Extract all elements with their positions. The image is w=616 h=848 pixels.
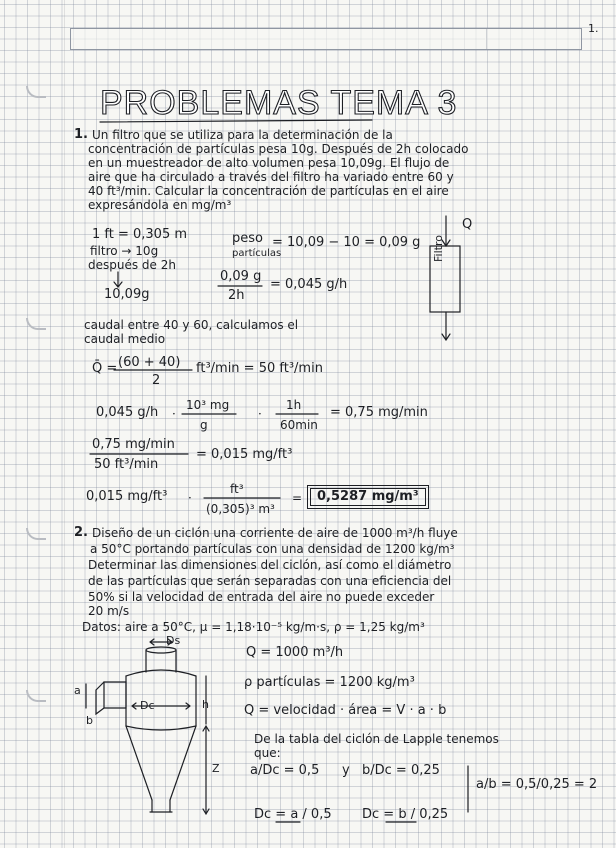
given-filter-mass: filtro → 10g <box>90 244 159 258</box>
avg-rhs: ft³/min = 50 ft³/min <box>196 361 323 376</box>
diagram-label-z: Z <box>212 762 220 775</box>
avg-denominator: 2 <box>152 373 161 388</box>
dc-from-b: Dc = b / 0,25 <box>362 807 449 822</box>
dc-from-a: Dc = a / 0,5 <box>254 807 332 822</box>
arrow-down <box>114 272 122 287</box>
diagram-label-h: h <box>202 698 209 711</box>
rate-denominator: 2h <box>228 288 245 303</box>
flow-formula: Q = velocidad · área = V · a · b <box>244 703 447 718</box>
particle-density: ρ partículas = 1200 kg/m³ <box>244 675 415 690</box>
final-answer: 0,5287 mg/m³ <box>310 488 426 506</box>
svg-text:·: · <box>188 491 192 505</box>
conversion-c-numerator: 1h <box>286 398 302 412</box>
problem-2-line: a 50°C portando partículas con una densidad de 1200 kg/m³ <box>90 542 455 556</box>
svg-text:=: = <box>292 491 303 505</box>
problem-1-line: 40 ft³/min. Calcular la concentración de partículas en el aire <box>88 184 449 198</box>
given-ft-conversion: 1 ft = 0,305 m <box>92 227 188 242</box>
problem-2-data: Datos: aire a 50°C, μ = 1,18·10⁻⁵ kg/m·s, ρ = 1,25 kg/m³ <box>82 620 425 634</box>
problem-2-line: Determinar las dimensiones del ciclón, así como el diámetro <box>88 558 452 572</box>
problem-2-number: 2. <box>74 525 88 540</box>
peso-label: peso <box>232 231 263 246</box>
cyclone-diagram <box>86 639 209 814</box>
flow-q-label: Q <box>462 217 473 232</box>
problem-1-line: concentración de partículas pesa 10g. Después de 2h colocado <box>88 142 469 156</box>
flow-arrow-out <box>442 312 450 340</box>
problem-2-line: 50% si la velocidad de entrada del aire no puede exceder <box>88 590 435 604</box>
conversion-term-a: 0,045 g/h <box>96 405 159 420</box>
title-underline <box>100 120 372 122</box>
ratio-a-dc: a/Dc = 0,5 <box>250 763 320 778</box>
diagram-label-b: b <box>86 714 93 727</box>
flow-rate: Q = 1000 m³/h <box>246 645 344 660</box>
lapple-table-line: que: <box>254 746 281 760</box>
page-number: 1. <box>588 22 599 35</box>
problem-1-line: Un filtro que se utiliza para la determinación de la <box>92 128 393 142</box>
final-b-numerator: ft³ <box>230 482 244 496</box>
lapple-table-line: De la tabla del ciclón de Lapple tenemos <box>254 732 499 746</box>
given-final-mass: 10,09g <box>104 287 150 302</box>
problem-1-number: 1. <box>74 127 88 142</box>
particulas-label: partículas <box>232 248 282 259</box>
given-after-2h: después de 2h <box>88 258 176 272</box>
final-b-denominator: (0,305)³ m³ <box>206 502 275 516</box>
division-denominator: 50 ft³/min <box>94 457 159 472</box>
page-title: PROBLEMAS TEMA 3 <box>100 84 458 122</box>
diagram-label-ds: Ds <box>166 634 181 647</box>
filter-box <box>430 246 460 312</box>
final-term-a: 0,015 mg/ft³ <box>86 489 168 504</box>
rate-result: = 0,045 g/h <box>270 277 348 292</box>
peso-equation: = 10,09 − 10 = 0,09 g <box>272 235 421 250</box>
caudal-line: caudal medio <box>84 332 166 346</box>
diagram-label-a: a <box>74 684 81 697</box>
conversion-b-denominator: g <box>200 418 208 432</box>
conversion-result: = 0,75 mg/min <box>330 405 428 420</box>
problem-2-line: de las partículas que serán separadas con una eficiencia del <box>88 574 452 588</box>
svg-text:·: · <box>258 407 262 421</box>
flow-arrow-in <box>442 216 450 246</box>
diagram-label-dc: Dc <box>140 699 155 712</box>
division-numerator: 0,75 mg/min <box>92 437 175 452</box>
problem-1-line: en un muestreador de alto volumen pesa 10,09g. El flujo de <box>88 156 450 170</box>
svg-text:·: · <box>172 407 176 421</box>
problem-1-line: aire que ha circulado a través del filtro ha variado entre 60 y <box>88 170 454 184</box>
conversion-b-numerator: 10³ mg <box>186 398 230 412</box>
problem-2-line: Diseño de un ciclón una corriente de aire de 1000 m³/h fluye <box>92 526 458 540</box>
conversion-c-denominator: 60min <box>280 418 318 432</box>
rate-numerator: 0,09 g <box>220 269 262 284</box>
caudal-line: caudal entre 40 y 60, calculamos el <box>84 318 299 332</box>
avg-numerator: (60 + 40) <box>118 355 181 370</box>
avg-lhs: Q̄ = <box>92 361 118 376</box>
problem-2-line: 20 m/s <box>88 604 130 618</box>
filter-label: Filtro <box>432 235 445 262</box>
ratio-a-b: a/b = 0,5/0,25 = 2 <box>476 777 598 792</box>
ratio-b-dc: b/Dc = 0,25 <box>362 763 440 778</box>
problem-1-line: expresándola en mg/m³ <box>88 198 232 212</box>
ratio-and: y <box>342 763 350 778</box>
division-result: = 0,015 mg/ft³ <box>196 447 293 462</box>
